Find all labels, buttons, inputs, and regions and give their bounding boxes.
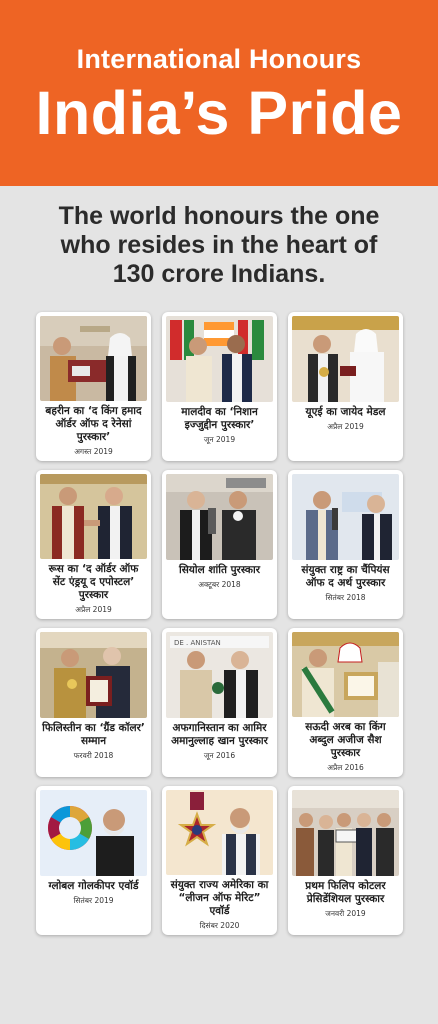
tagline-line-2: who resides in the heart of	[60, 231, 378, 259]
award-title: संयुक्त राष्ट्र का चैंपियंस ऑफ द अर्थ पुरस्कार	[301, 564, 390, 589]
tagline-line-1: The world honours the one	[58, 202, 380, 230]
award-photo-un	[292, 474, 399, 560]
award-title: बहरीन का ‘द किंग हमाद ऑर्डर ऑफ द रेनेसां पुरस्कार’	[45, 405, 142, 443]
award-title: ग्लोबल गोलकीपर एवॉर्ड	[48, 880, 139, 892]
award-card	[36, 628, 151, 777]
award-title: मालदीव का ‘निशान इज्जुद्दीन पुरस्कार’	[181, 406, 258, 431]
award-photo-uae	[292, 316, 399, 402]
award-card	[288, 312, 403, 461]
header-title: India’s Pride	[35, 79, 403, 147]
award-date: जनवरी 2019	[325, 909, 366, 918]
award-date: अप्रैल 2019	[327, 422, 364, 431]
award-photo-bahrain	[40, 316, 147, 401]
award-date: जून 2016	[203, 751, 236, 760]
award-photo-goalkeeper	[40, 790, 147, 876]
award-date: अगस्त 2019	[74, 447, 113, 456]
award-photo-seoul	[166, 474, 273, 560]
award-card	[288, 470, 403, 619]
header-banner	[0, 0, 438, 186]
award-date: सितंबर 2018	[325, 593, 366, 602]
award-title: यूएई का जायेद मेडल	[305, 406, 386, 418]
award-photo-maldives	[166, 316, 273, 402]
award-date: अप्रैल 2019	[75, 605, 112, 614]
award-date: जून 2019	[203, 435, 236, 444]
award-photo-afghanistan	[166, 632, 273, 718]
award-date: अप्रैल 2016	[327, 763, 364, 772]
tagline	[20, 202, 418, 289]
award-date: दिसंबर 2020	[199, 921, 240, 930]
award-photo-palestine	[40, 632, 147, 718]
award-title: अफगानिस्तान का आमिर अमानुल्लाह खान पुरस्कार	[171, 722, 268, 747]
award-card	[162, 312, 277, 461]
award-photo-russia	[40, 474, 147, 559]
award-card	[162, 628, 277, 777]
award-photo-usa	[166, 790, 273, 875]
award-card	[36, 312, 151, 461]
award-title: संयुक्त राज्य अमेरिका का “लीजन ऑफ मेरिट” एवॉर्ड	[170, 879, 269, 917]
award-date: अक्टूबर 2018	[198, 580, 241, 589]
award-card	[162, 470, 277, 619]
award-card	[36, 470, 151, 619]
awards-grid	[36, 312, 404, 935]
award-title: रूस का ‘द ऑर्डर ऑफ सेंट एंड्रयू द एपोस्टल’ पुरस्कार	[48, 563, 139, 601]
svg-text:DE . ANISTAN: DE . ANISTAN	[174, 639, 221, 647]
award-title: प्रथम फिलिप कोटलर प्रेसिडेंशियल पुरस्कार	[305, 880, 386, 905]
award-card	[162, 786, 277, 935]
award-date: सितंबर 2019	[73, 896, 114, 905]
award-date: फरवरी 2018	[73, 751, 114, 760]
award-title: फिलिस्तीन का ‘ग्रैंड कॉलर’ सम्मान	[42, 722, 145, 747]
award-photo-saudi	[292, 632, 399, 717]
tagline-line-3: 130 crore Indians.	[112, 260, 326, 288]
award-card	[288, 786, 403, 935]
award-card	[36, 786, 151, 935]
award-card	[288, 628, 403, 777]
award-photo-kotler	[292, 790, 399, 876]
header-subtitle: International Honours	[76, 44, 362, 74]
award-title: सियोल शांति पुरस्कार	[178, 564, 261, 576]
award-title: सऊदी अरब का किंग अब्दुल अजीज सैश पुरस्कार	[305, 721, 386, 759]
